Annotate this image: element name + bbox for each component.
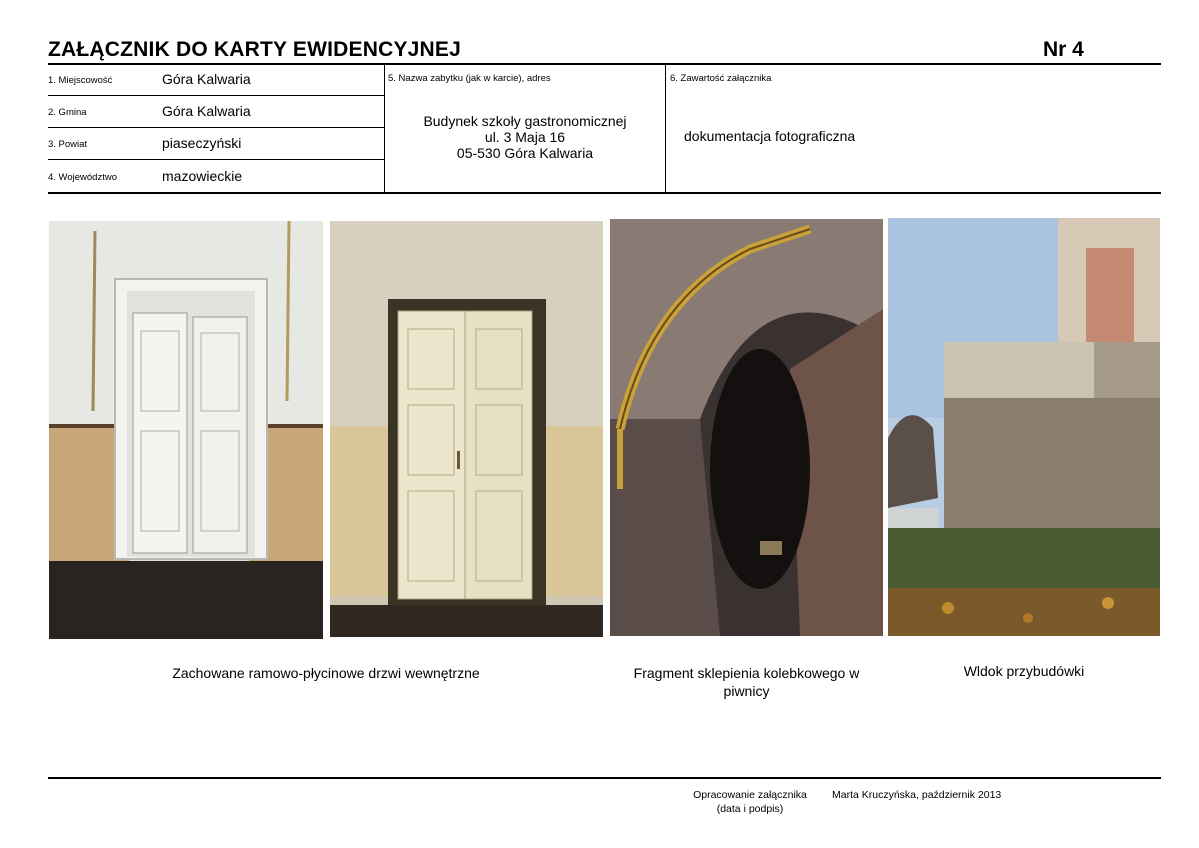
field-label-miejscowosc: 1. Miejscowość bbox=[48, 75, 113, 86]
field-value-powiat: piaseczyński bbox=[162, 135, 242, 151]
document-title: ZAŁĄCZNIK DO KARTY EWIDENCYJNEJ bbox=[48, 38, 462, 61]
nazwa-line-2: ul. 3 Maja 16 bbox=[484, 129, 566, 145]
field-value-gmina: Góra Kalwaria bbox=[162, 103, 251, 119]
photo-cellar-vault bbox=[610, 219, 883, 636]
field-label-gmina: 2. Gmina bbox=[48, 107, 87, 118]
footer-rule bbox=[48, 777, 1161, 779]
grid-divider-2 bbox=[665, 64, 666, 194]
caption-vault-line-1: Fragment sklepienia kolebkowego w bbox=[633, 665, 860, 681]
field-value-zawartosc: dokumentacja fotograficzna bbox=[684, 128, 856, 144]
nazwa-line-1: Budynek szkoły gastronomicznej bbox=[423, 113, 627, 129]
caption-doors: Zachowane ramowo-płycinowe drzwi wewnętrzne bbox=[172, 665, 480, 681]
photo-annex bbox=[888, 218, 1160, 636]
footer-label-line-2: (data i podpis) bbox=[716, 803, 784, 815]
row-divider bbox=[48, 95, 384, 96]
caption-vault bbox=[610, 664, 883, 700]
grid-divider-1 bbox=[384, 64, 385, 194]
attachment-number: Nr 4 bbox=[1043, 38, 1084, 61]
field-label-zawartosc: 6. Zawartość załącznika bbox=[670, 73, 772, 84]
footer-label bbox=[680, 788, 820, 816]
caption-annex: Wldok przybudówki bbox=[963, 663, 1085, 679]
field-value-nazwa bbox=[386, 113, 664, 161]
photo-door-closed bbox=[330, 221, 603, 637]
photo-door-open bbox=[49, 221, 323, 639]
caption-vault-line-2: piwnicy bbox=[723, 683, 770, 699]
header-rule bbox=[48, 63, 1161, 65]
field-value-wojewodztwo: mazowieckie bbox=[162, 168, 243, 184]
form-bottom-rule bbox=[48, 192, 1161, 194]
footer-author: Marta Kruczyńska, październik 2013 bbox=[832, 789, 1002, 801]
footer-label-line-1: Opracowanie załącznika bbox=[693, 789, 807, 801]
field-value-miejscowosc: Góra Kalwaria bbox=[162, 71, 251, 87]
nazwa-line-3: 05-530 Góra Kalwaria bbox=[456, 145, 594, 161]
field-label-nazwa: 5. Nazwa zabytku (jak w karcie), adres bbox=[388, 73, 551, 84]
row-divider bbox=[48, 159, 384, 160]
field-label-wojewodztwo: 4. Województwo bbox=[48, 172, 117, 183]
row-divider bbox=[48, 127, 384, 128]
field-label-powiat: 3. Powiat bbox=[48, 139, 88, 150]
